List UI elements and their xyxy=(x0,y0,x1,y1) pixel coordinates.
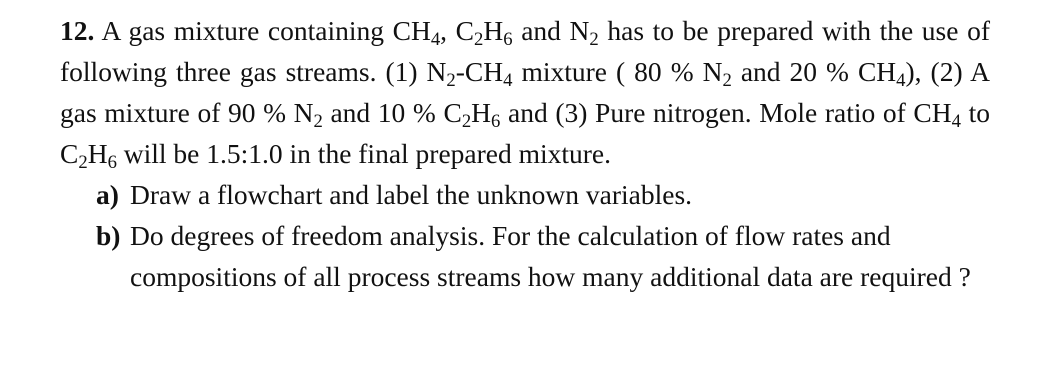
stem-text: and 20 % CH xyxy=(731,56,897,87)
question-number: 12. xyxy=(60,15,95,46)
sub-question-list xyxy=(60,174,990,297)
subscript: 2 xyxy=(722,70,732,92)
question-block xyxy=(60,10,990,297)
question-stem xyxy=(60,10,990,174)
subscript: 2 xyxy=(461,111,472,133)
sub-question-label: b) xyxy=(96,220,121,251)
sub-question-text: Do degrees of freedom analysis. For the calculation of flow rates and compositions of all process streams how many additional data are required ? xyxy=(130,220,971,292)
stem-text: has to be prepared with the use of following three gas streams. (1) N xyxy=(60,15,990,87)
sub-question-text: Draw a flowchart and label the unknown variables. xyxy=(130,179,693,210)
sub-question-b xyxy=(60,215,990,297)
subscript: 2 xyxy=(78,152,88,174)
subscript: 2 xyxy=(446,70,456,92)
subscript: 4 xyxy=(896,70,906,92)
subscript: 6 xyxy=(491,111,501,133)
stem-text: and (3) Pure nitrogen. Mole ratio of CH xyxy=(500,97,952,128)
stem-text: , C xyxy=(440,15,474,46)
subscript: 6 xyxy=(107,152,117,174)
stem-text: H xyxy=(471,97,492,128)
subscript: 4 xyxy=(503,70,513,92)
stem-text: H xyxy=(87,138,108,169)
stem-text: -CH xyxy=(455,56,504,87)
subscript: 6 xyxy=(503,29,513,51)
stem-text: and N xyxy=(512,15,590,46)
stem-text: to C xyxy=(60,97,990,169)
subscript: 2 xyxy=(589,29,599,51)
subscript: 4 xyxy=(951,111,961,133)
sub-question-a xyxy=(60,174,990,215)
sub-question-label: a) xyxy=(96,179,119,210)
stem-text: A gas mixture containing CH xyxy=(101,15,431,46)
stem-text: mixture ( 80 % N xyxy=(512,56,723,87)
stem-text: and 10 % C xyxy=(322,97,462,128)
subscript: 2 xyxy=(474,29,484,51)
stem-text: ), (2) A gas mixture of 90 % N xyxy=(60,56,990,128)
stem-text: H xyxy=(483,15,504,46)
subscript: 4 xyxy=(430,29,441,51)
stem-text: will be 1.5:1.0 in the final prepared mixture. xyxy=(116,138,612,169)
subscript: 2 xyxy=(313,111,323,133)
